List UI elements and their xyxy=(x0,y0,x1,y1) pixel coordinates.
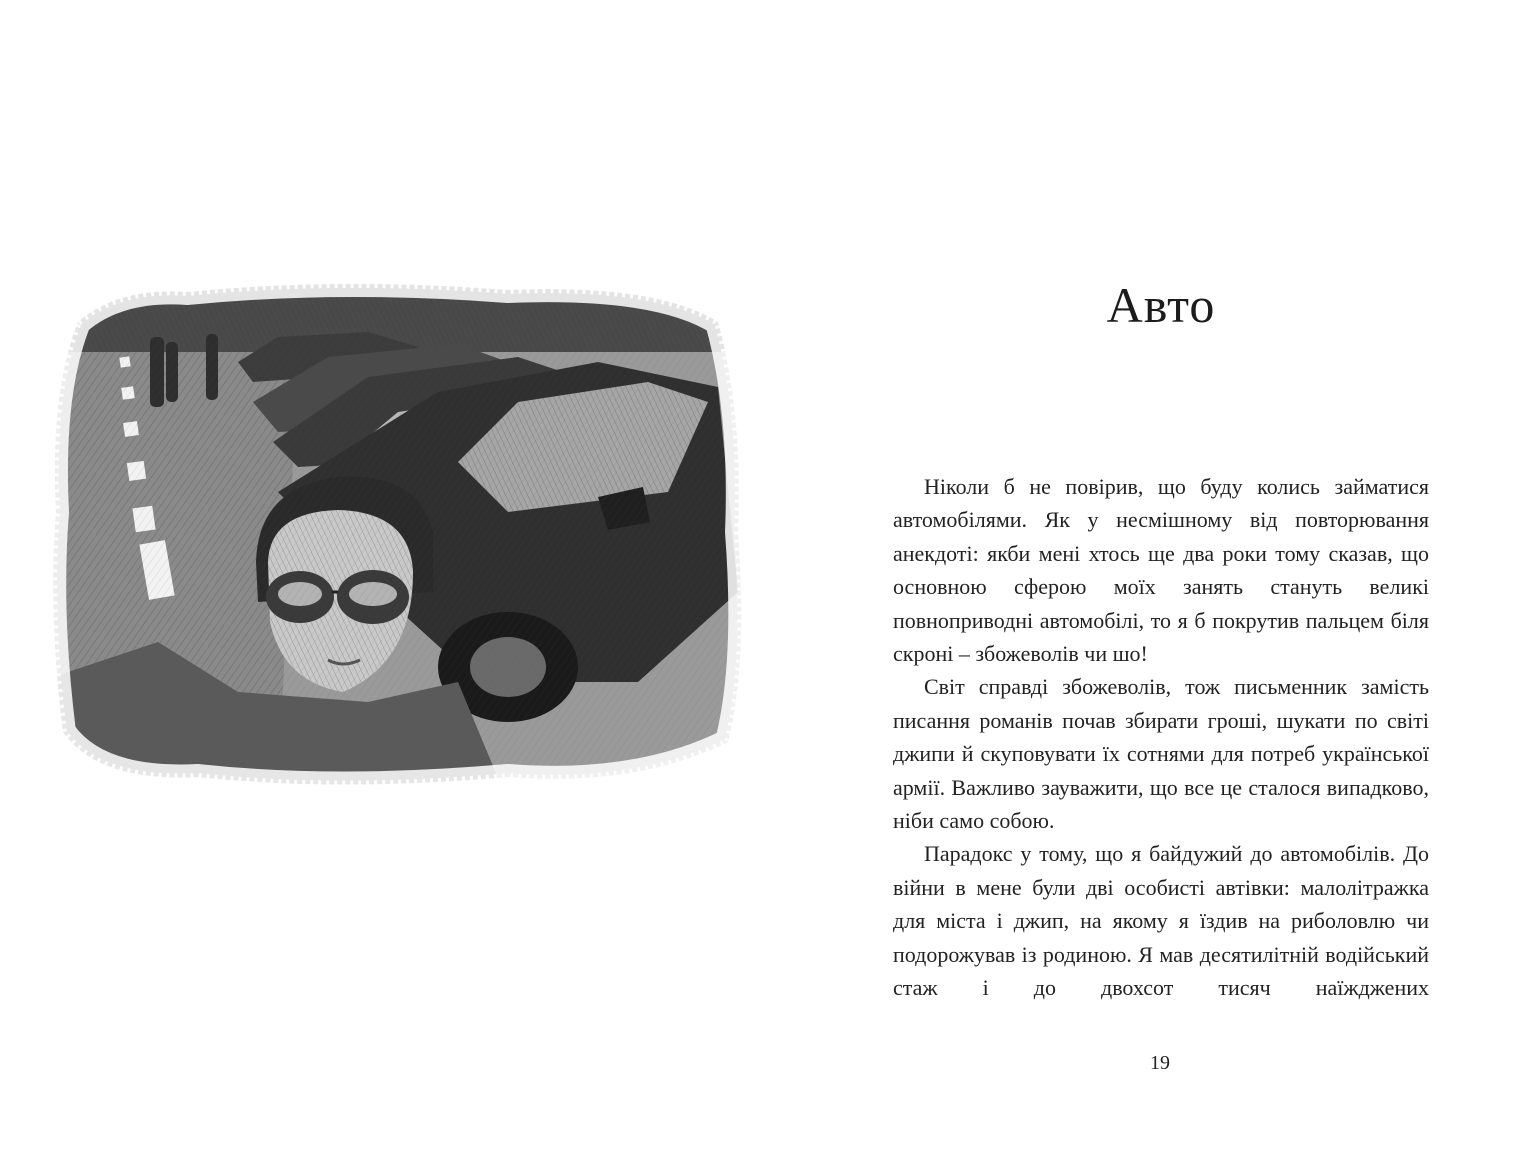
chapter-title: Авто xyxy=(1106,277,1216,333)
paragraph-2: Світ справді збожеволів, тож письменник замість писання романів почав збирати гроші, шукати по світі джипи й скуповувати їх сотнями для потреб української армії. Важливо зауважити, що все це сталося випадково, ніби само собою. xyxy=(893,674,1429,834)
chapter-body xyxy=(893,470,1429,1005)
selfie-illustration xyxy=(38,262,752,802)
page-number: 19 xyxy=(1150,1052,1170,1074)
paragraph-1: Ніколи б не повірив, що буду колись займатися автомобілями. Як у несмішному від повторювання анекдоті: якби мені хтось ще два роки тому сказав, що основною сферою моїх занять стануть великі повноприводні автомобілі, то я б покрутив пальцем біля скроні – збожеволів чи шо! xyxy=(893,474,1429,667)
paragraph-3: Парадокс у тому, що я байдужий до автомобілів. До війни в мене були дві особисті автівки: малолітражка для міста і джип, на якому я їздив на риболовлю чи подорожував із родиною. Я мав десятилітній водійський стаж і до двохсот тисяч наїжджених xyxy=(893,841,1429,1001)
